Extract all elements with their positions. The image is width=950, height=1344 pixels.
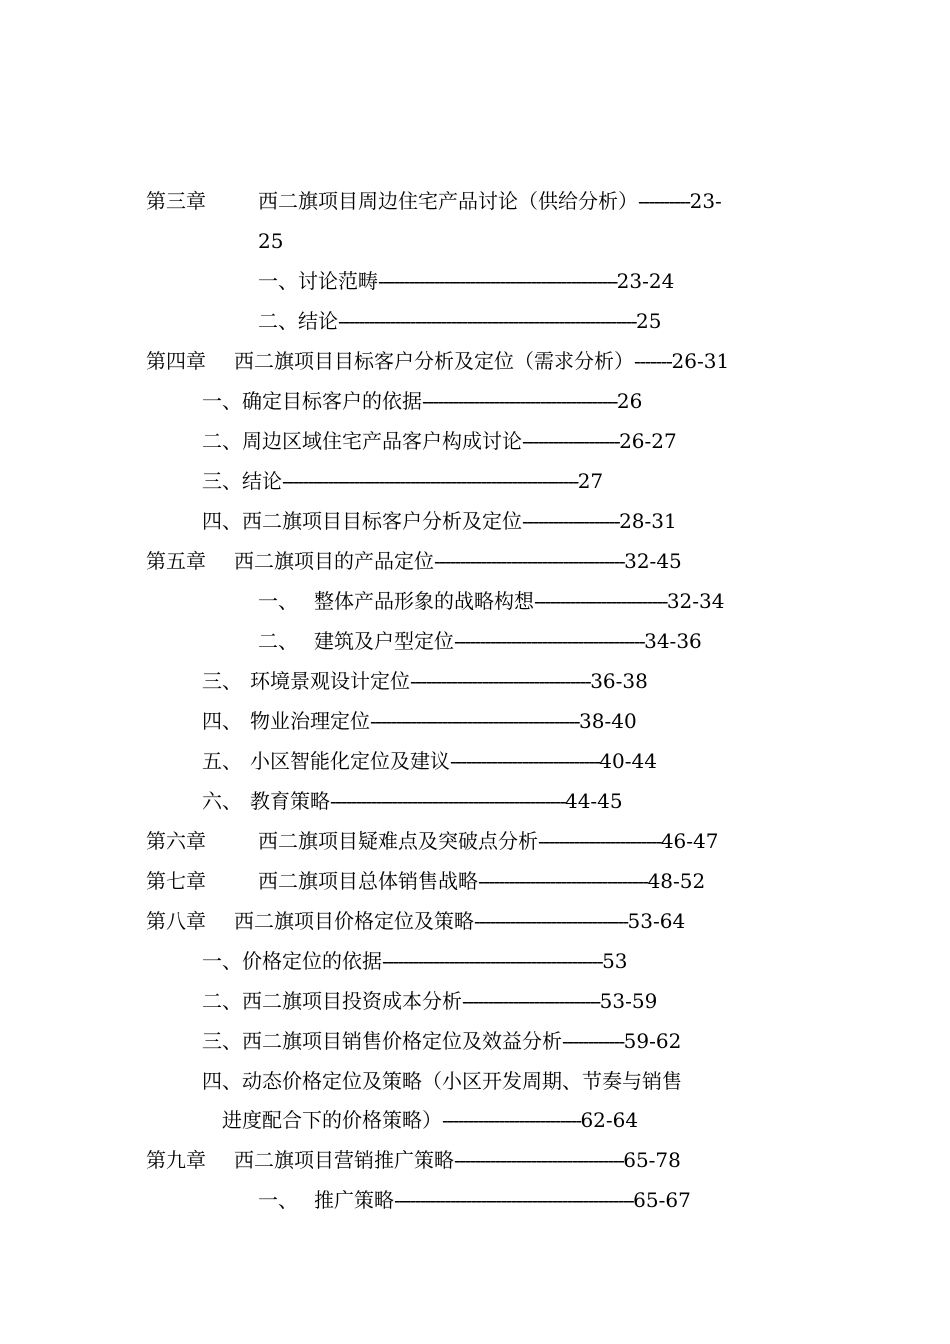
dot-leader: -----------------------------------------------: [394, 1188, 634, 1212]
dot-leader: -------------------------------------------: [382, 949, 603, 973]
entry-title: 一、讨论范畴: [258, 269, 378, 293]
entry-title: 西二旗项目总体销售战略: [258, 869, 478, 893]
page-range: 23-24: [616, 269, 675, 293]
section-number: 三、: [202, 669, 242, 693]
page-range: 44-45: [564, 789, 623, 813]
dot-leader: ------------------------------: [474, 909, 628, 933]
entry-title: 四、西二旗项目目标客户分析及定位: [202, 509, 522, 533]
entry-title: 建筑及户型定位: [314, 629, 454, 653]
toc-entry-section: [258, 589, 724, 613]
dot-leader: ---------------------------------: [478, 869, 648, 893]
toc-entry-section: [202, 789, 623, 813]
entry-title: 环境景观设计定位: [250, 669, 410, 693]
dot-leader: -----------------------------------------------: [378, 269, 617, 293]
page-range: 34-36: [644, 629, 702, 653]
toc-entry-section: [202, 989, 657, 1013]
entry-title: 二、西二旗项目投资成本分析: [202, 989, 462, 1013]
page-range: 65-78: [623, 1148, 681, 1172]
entry-title: 西二旗项目周边住宅产品讨论（供给分析）: [258, 189, 638, 213]
section-number: 四、: [202, 709, 242, 733]
section-number: 六、: [202, 789, 242, 813]
dot-leader: ----------------------------------------------: [330, 789, 565, 813]
entry-title: 西二旗项目疑难点及突破点分析: [258, 829, 538, 853]
page-range: 27: [577, 469, 604, 493]
page-range: 53: [602, 949, 628, 973]
toc-entry-section: [258, 629, 702, 653]
toc-entry-section: [202, 669, 648, 693]
page-range: 59-62: [623, 1029, 682, 1053]
page-range: 25: [636, 309, 662, 333]
toc-entry-section: [202, 1069, 682, 1093]
entry-title: 西二旗项目目标客户分析及定位（需求分析）: [234, 349, 634, 373]
page-range: 26: [616, 389, 643, 413]
toc-entry-chapter-8: [146, 909, 685, 933]
dot-leader: -------: [634, 349, 672, 373]
page-range: 53-59: [599, 989, 658, 1013]
toc-entry-section: [202, 749, 657, 773]
page-range: 32-34: [666, 589, 725, 613]
dot-leader: -------------------: [522, 509, 620, 533]
section-number: 一、: [258, 1188, 298, 1212]
section-number: 五、: [202, 749, 242, 773]
entry-title: 西二旗项目价格定位及策略: [234, 909, 474, 933]
dot-leader: ----------------------------------------------------------: [282, 469, 578, 493]
page-range: 26-27: [619, 429, 677, 453]
toc-entry-chapter-5: [146, 549, 682, 573]
toc-entry-section: [258, 1188, 691, 1212]
entry-title: 进度配合下的价格策略）: [222, 1108, 442, 1132]
dot-leader: ----------: [638, 189, 690, 213]
toc-entry-continuation: [222, 1108, 638, 1132]
page-range: 48-52: [647, 869, 706, 893]
entry-title: 四、动态价格定位及策略（小区开发周期、节奏与销售: [202, 1069, 682, 1093]
entry-title: 一、价格定位的依据: [202, 949, 382, 973]
entry-title: 教育策略: [250, 789, 330, 813]
page-range: 46-47: [660, 829, 719, 853]
page-range: 40-44: [599, 749, 657, 773]
page-range: 53-64: [627, 909, 686, 933]
toc-entry-chapter-9: [146, 1148, 681, 1172]
dot-leader: ---------------------------: [462, 989, 600, 1013]
chapter-label: 第九章: [146, 1148, 206, 1172]
dot-leader: -----------------------------: [450, 749, 600, 773]
page-range: 28-31: [619, 509, 677, 533]
dot-leader: -----------------------------------: [410, 669, 591, 693]
entry-title: 物业治理定位: [250, 709, 370, 733]
toc-entry-continuation: [258, 229, 283, 253]
toc-entry-section: [202, 1029, 681, 1053]
page-range: 62-64: [580, 1108, 639, 1132]
page-range: 38-40: [579, 709, 637, 733]
section-number: 二、: [258, 629, 298, 653]
toc-entry-section: [202, 509, 677, 533]
dot-leader: ------------------------: [538, 829, 661, 853]
toc-entry-section: [202, 949, 628, 973]
entry-title: 三、结论: [202, 469, 282, 493]
toc-entry-section: [202, 709, 637, 733]
entry-title: 25: [258, 229, 284, 253]
toc-entry-chapter-3: [146, 189, 722, 213]
dot-leader: -------------------------------------: [434, 549, 625, 573]
dot-leader: --------------------------: [534, 589, 667, 613]
page-range: 65-67: [633, 1188, 691, 1212]
dot-leader: ----------------------------------------------------------: [338, 309, 636, 333]
dot-leader: ---------------------------: [442, 1108, 581, 1132]
page-range: 32-45: [624, 549, 682, 573]
entry-title: 二、结论: [258, 309, 338, 333]
entry-title: 推广策略: [314, 1188, 394, 1212]
entry-title: 三、西二旗项目销售价格定位及效益分析: [202, 1029, 562, 1053]
toc-entry-chapter-4: [146, 349, 729, 373]
toc-entry-section: [202, 429, 677, 453]
toc-entry-chapter-7: [146, 869, 705, 893]
dot-leader: -------------------------------------: [454, 629, 645, 653]
section-number: 一、: [258, 589, 298, 613]
entry-title: 整体产品形象的战略构想: [314, 589, 534, 613]
entry-title: 一、确定目标客户的依据: [202, 389, 422, 413]
toc-entry-section: [258, 269, 674, 293]
dot-leader: ------------: [562, 1029, 624, 1053]
toc-entry-section: [202, 469, 603, 493]
chapter-label: 第四章: [146, 349, 206, 373]
dot-leader: -------------------: [522, 429, 620, 453]
chapter-label: 第三章: [146, 189, 206, 213]
toc-entry-section: [202, 389, 642, 413]
page-range: 23-: [689, 189, 722, 213]
page-range: 26-31: [671, 349, 730, 373]
entry-title: 西二旗项目营销推广策略: [234, 1148, 454, 1172]
dot-leader: ---------------------------------: [454, 1148, 624, 1172]
entry-title: 小区智能化定位及建议: [250, 749, 450, 773]
chapter-label: 第五章: [146, 549, 206, 573]
dot-leader: --------------------------------------: [422, 389, 617, 413]
page-range: 36-38: [590, 669, 648, 693]
dot-leader: -----------------------------------------: [370, 709, 580, 733]
chapter-label: 第六章: [146, 829, 206, 853]
entry-title: 二、周边区域住宅产品客户构成讨论: [202, 429, 522, 453]
toc-entry-chapter-6: [146, 829, 718, 853]
toc-entry-section: [258, 309, 661, 333]
chapter-label: 第七章: [146, 869, 206, 893]
chapter-label: 第八章: [146, 909, 206, 933]
entry-title: 西二旗项目的产品定位: [234, 549, 434, 573]
